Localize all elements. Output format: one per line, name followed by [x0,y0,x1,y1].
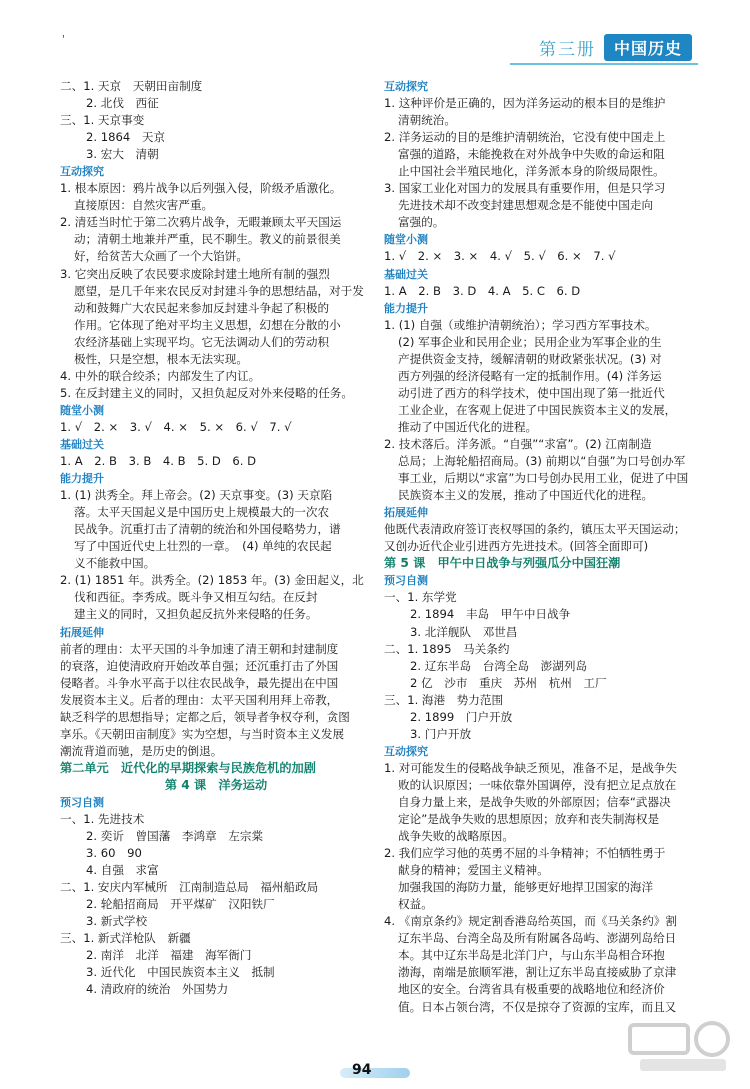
right-line: 1. √ 2. × 3. × 4. √ 5. √ 6. × 7. √ [384,249,616,264]
right-line: 2. 辽东半岛 台湾全岛 澎湖列岛 [410,658,588,673]
right-line: 2. 技术落后。洋务派。“自强”“求富”。(2) 江南制造 [384,436,652,451]
right-line: 3. 北洋舰队 邓世昌 [410,624,518,639]
left-line: 2. 轮船招商局 开平煤矿 汉阳铁厂 [86,897,275,912]
left-line: 落。太平天国起义是中国历史上规模最大的一次农 [74,505,330,520]
right-line: 1. A 2. B 3. D 4. A 5. C 6. D [384,283,581,298]
right-line: 值。日本占领台湾，不仅是掠夺了资源的宝库，而且又 [398,999,677,1014]
right-line: 又创办近代企业引进西方先进技术。(回答全面即可) [384,539,649,554]
right-line: (2) 军事企业和民用企业；民用企业为军事企业的生 [398,334,662,349]
right-line: 一、1. 东学党 [384,590,457,605]
right-line: 战争失败的战略原因。 [398,829,514,844]
left-line: 享乐。《天朝田亩制度》实为空想，与当时资本主义发展 [60,726,345,741]
left-line: 1. √ 2. × 3. √ 4. × 5. × 6. √ 7. √ [60,419,292,434]
right-line: 富强的。 [398,215,445,230]
left-line: 潮流背道而驰，是历史的倒退。 [60,743,223,758]
right-section-heading: 能力提升 [384,301,428,315]
left-line: 前者的理由：太平天国的斗争加速了清王朝和封建制度 [60,641,339,656]
right-line: 2. 洋务运动的目的是维护清朝统治，它没有使中国走上 [384,130,666,145]
right-line: 1. (1) 自强（或维护清朝统治）；学习西方军事技术。 [384,317,657,332]
left-line: 2. 奕䜣 曾国藩 李鸿章 左宗棠 [86,829,264,844]
right-line: 富强的道路，未能挽救在对外战争中失败的命运和阻 [398,147,665,162]
right-line: 2 亿 沙市 重庆 苏州 杭州 工厂 [410,675,607,690]
right-section-heading: 互动探究 [384,80,428,93]
left-line: 三、1. 新式洋枪队 新疆 [60,931,191,946]
left-line: 一、1. 先进技术 [60,812,145,827]
left-section-heading: 能力提升 [60,472,104,486]
left-line: 缺乏科学的思想指导；定都之后，领导者争权夺利，贪图 [60,709,350,724]
right-line: 辽东半岛、台湾全岛及所有附属各岛屿、澎湖列岛给日 [398,931,677,946]
page-number-wave [340,1068,410,1078]
subject-badge: 中国历史 [604,34,692,61]
right-line: 加强我国的海防力量，能够更好地捍卫国家的海洋 [398,880,654,895]
left-line: 建主义的同时，又担负起反抗外来侵略的任务。 [74,607,318,622]
right-line: 3. 门户开放 [410,726,472,741]
page-header [539,34,692,61]
left-line: 动；清朝土地兼并严重，民不聊生。教义的前景很美 [74,232,341,247]
left-line: 2. 清廷当时忙于第二次鸦片战争，无暇兼顾太平天国运 [60,215,342,230]
right-line: 2. 1894 丰岛 甲午中日战争 [410,607,571,622]
margin-mark: ' [62,34,65,45]
right-line: 二、1. 1895 马关条约 [384,641,510,656]
volume-label: 第三册 [538,40,596,60]
right-line: 他既代表清政府签订丧权辱国的条约，镇压太平天国运动； [384,522,686,537]
right-line: 地区的安全。台湾省具有极重要的战略地位和经济价 [398,982,665,997]
left-line: 写了中国近代史上壮烈的一章。 (4) 单纯的农民起 [74,539,332,554]
left-line: 三、1. 天京事变 [60,113,145,128]
right-line: 止中国社会半殖民地化，洋务派本身的阶级局限性。 [398,164,665,179]
left-section-heading: 预习自测 [60,795,104,809]
left-section-heading: 随堂小测 [60,403,104,417]
left-line: 4. 中外的联合绞杀；内部发生了内讧。 [60,368,261,383]
left-column [60,78,372,999]
left-line: 农经济基础上实现平均。它无法调动人们的劳动积 [74,334,330,349]
right-line: 清朝统治。 [398,113,456,128]
right-line: 民族资本主义的发展，推动了中国近代化的进程。 [398,488,654,503]
left-line: 3. 宏大 清朝 [86,147,159,162]
right-line: 2. 我们应学习他的英勇不屈的斗争精神；不怕牺牲勇于 [384,846,666,861]
right-line: 三、1. 海港 势力范围 [384,692,504,707]
right-column [384,78,700,1016]
left-line: 4. 自强 求富 [86,863,159,878]
left-line: 1. A 2. B 3. B 4. B 5. D 6. D [60,454,257,469]
left-line: 动和鼓舞广大农民起来参加反封建斗争起了积极的 [74,300,330,315]
left-line: 2. (1) 1851 年。洪秀全。(2) 1853 年。(3) 金田起义，北 [60,573,364,588]
left-line: 好，给贫苦大众画了一个大馅饼。 [74,249,248,264]
left-section-heading: 基础过关 [60,437,104,451]
left-line: 2. 北伐 西征 [86,96,159,111]
left-line: 极性，只是空想，根本无法实现。 [74,351,248,366]
right-section-heading: 预习自测 [384,574,428,588]
right-line: 动引进了西方的科学技术，使中国出现了第一批近代 [398,385,665,400]
right-line: 推动了中国近代化的进程。 [398,419,538,434]
right-line: 1. 对可能发生的侵略战争缺乏预见，准备不足，是战争失 [384,760,677,775]
right-section-heading: 随堂小测 [384,233,428,247]
right-section-heading: 互动探究 [384,744,428,758]
left-line: 愿望，是几千年来农民反对封建斗争的思想结晶，对于发 [74,283,364,298]
left-section-heading: 互动探究 [60,165,104,179]
right-line: 自身力量上来，是战争失败的外部原因；信奉“武器决 [398,794,671,809]
left-line: 发展资本主义。后者的理由：太平天国利用拜上帝教， [60,692,339,707]
left-line: 二、1. 天京 天朝田亩制度 [60,79,203,93]
right-line: 本。其中辽东半岛是北洋门户，与山东半岛相合环抱 [398,948,665,963]
right-line: 定论”是战争失败的思想原因；放弃和丧失制海权是 [398,812,660,827]
right-line: 献身的精神；爱国主义精神。 [398,863,549,878]
left-section-heading: 拓展延伸 [60,625,104,639]
left-line: 4. 清政府的统治 外国势力 [86,982,229,997]
right-line: 2. 1899 门户开放 [410,709,513,724]
left-line: 2. 1864 天京 [86,130,166,145]
right-section-heading: 基础过关 [384,267,428,281]
right-line: 先进技术却不改变封建思想观念是不能使中国走向 [398,198,654,213]
right-line: 产提供资金支持，缓解清朝的财政紧张状况。(3) 对 [398,351,662,366]
left-line: 的衰落，迫使清政府开始改革自强；还沉重打击了外国 [60,658,339,673]
left-line: 3. 新式学校 [86,914,148,929]
page-number: 94 [352,1062,372,1078]
left-line: 3. 它突出反映了农民要求废除封建土地所有制的强烈 [60,266,330,281]
right-section-heading: 拓展延伸 [384,506,428,520]
left-line: 义不能救中国。 [74,556,156,571]
right-line: 工业企业，在客观上促进了中国民族资本主义的发展， [398,402,677,417]
right-line: 渤海，南端是旅顺军港，割让辽东半岛直接威胁了京津 [398,965,677,980]
lesson-title: 第 4 课 洋务运动 [164,777,268,792]
left-line: 3. 60 90 [86,846,142,861]
right-line: 事工业，后期以“求富”为口号创办民用工业，促进了中国 [398,471,689,486]
right-line: 西方列强的经济侵略有一定的抵制作用。(4) 洋务运 [398,368,662,383]
header-rule [510,63,698,65]
left-line: 民战争。沉重打击了清朝的统治和外国侵略势力，谱 [74,522,341,537]
left-line: 3. 近代化 中国民族资本主义 抵制 [86,965,275,980]
right-line: 1. 这种评价是正确的，因为洋务运动的根本目的是维护 [384,96,666,111]
right-line: 3. 国家工业化对国力的发展具有重要作用，但是只学习 [384,181,666,196]
left-line: 伐和西征。李秀成。既斗争又相互勾结。在反封 [74,590,318,605]
left-line: 2. 南洋 北洋 福建 海军衙门 [86,948,252,963]
left-line: 5. 在反封建主义的同时，又担负起反对外来侵略的任务。 [60,385,353,400]
left-line: 侵略者。斗争水平高于以往农民战争，最先提出在中国 [60,675,339,690]
left-line: 直接原因：自然灾害严重。 [74,198,214,213]
left-line: 1. 根本原因：鸦片战争以后列强入侵，阶级矛盾激化。 [60,181,342,196]
left-line: 二、1. 安庆内军械所 江南制造总局 福州船政局 [60,880,319,895]
left-line: 作用。它体现了绝对平均主义思想，幻想在分散的小 [74,317,341,332]
right-line: 4. 《南京条约》规定割香港岛给英国，而《马关条约》割 [384,914,677,929]
watermark-logo [626,1017,736,1077]
unit-title: 第二单元 近代化的早期探索与民族危机的加剧 [60,760,316,775]
right-line: 总局；上海轮船招商局。(3) 前期以“自强”为口号创办军 [398,454,686,469]
right-line: 权益。 [398,897,433,912]
left-line: 1. (1) 洪秀全。拜上帝会。(2) 天京事变。(3) 天京陷 [60,488,333,503]
right-line: 败的认识原因；一味依靠外国调停，没有把立足点放在 [398,777,677,792]
lesson-title: 第 5 课 甲午中日战争与列强瓜分中国狂潮 [384,556,621,571]
